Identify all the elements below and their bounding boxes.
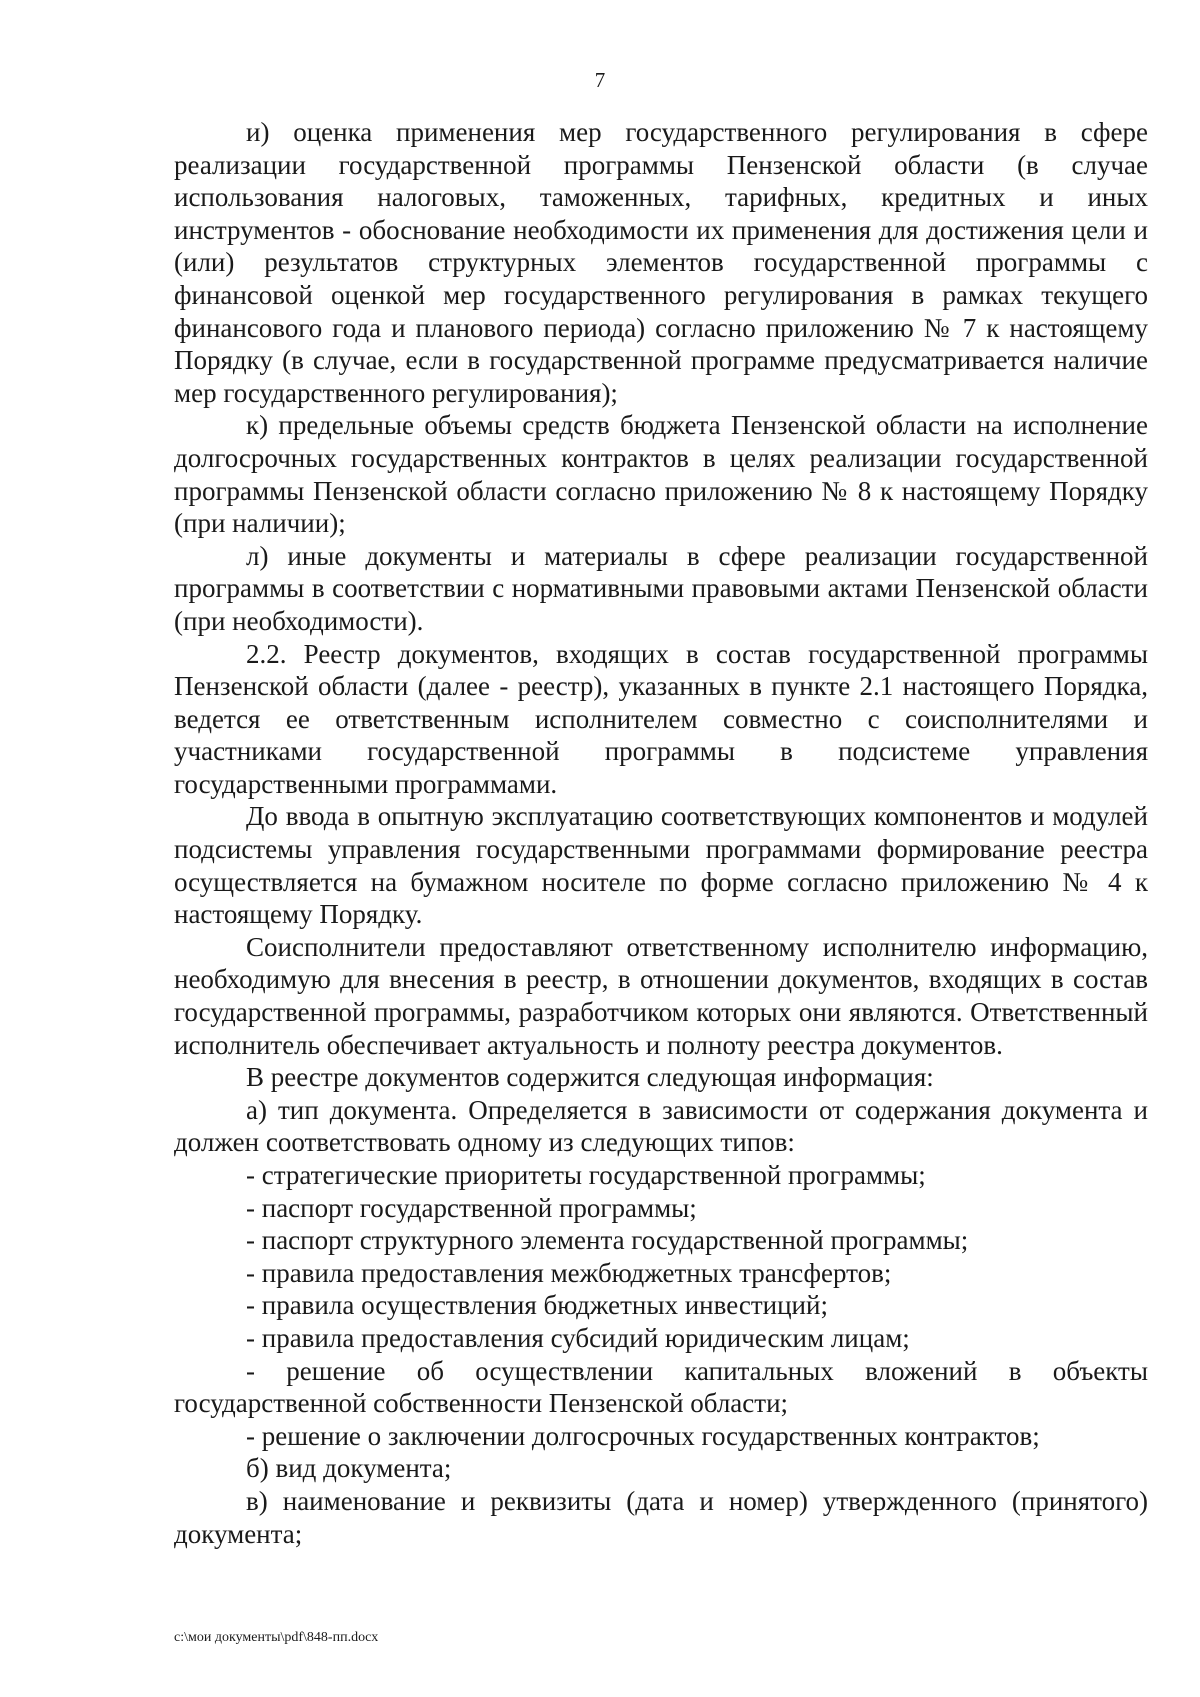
paragraph-b-doc-kind: б) вид документа; [246,1453,452,1484]
list-item: - паспорт государственной программы; [246,1192,697,1223]
paragraph-co-executors: Соисполнители предоставляют ответственному исполнителю информацию, необходимую для внесения в реестр, в отношении документов, входящих в состав государственной программы, разработчиком которых они являются. Ответственный исполнитель обеспечивает актуальность и полноту реестра документов. [174,931,1148,1060]
list-item: - правила предоставления межбюджетных трансфертов; [246,1257,892,1288]
paragraph-l: л) иные документы и материалы в сфере реализации государственной программы в соответствии с нормативными правовыми актами Пензенской области (при необходимости). [174,540,1148,636]
paragraph-registry-info: В реестре документов содержится следующая информация: [246,1062,934,1093]
footer-file-path: c:\мои документы\pdf\848-пп.docx [174,1630,379,1645]
list-item: - правила предоставления субсидий юридическим лицам; [246,1322,910,1353]
list-item: - правила осуществления бюджетных инвестиций; [246,1290,828,1321]
list-item: - стратегические приоритеты государственной программы; [246,1160,926,1190]
list-item: - решение об осуществлении капитальных вложений в объекты государственной собственности Пензенской области; [174,1355,1148,1419]
paragraph-k: к) предельные объемы средств бюджета Пензенской области на исполнение долгосрочных государственных контрактов в целях реализации государственной программы Пензенской области согласно приложению № 8 к настоящему Порядку (при наличии); [174,410,1148,539]
list-item: - решение о заключении долгосрочных государственных контрактов; [246,1420,1040,1451]
paragraph-v-doc-name: в) наименование и реквизиты (дата и номер) утвержденного (принятого) документа; [174,1485,1148,1549]
paragraph-2-2: 2.2. Реестр документов, входящих в состав государственной программы Пензенской области (далее - реестр), указанных в пункте 2.1 настоящего Порядка, ведется ее ответственным исполнителем совместно с соисполнителями и участниками государственной программы в подсистеме управления государственными программами. [174,638,1148,799]
page-number: 7 [594,68,606,92]
list-item: - паспорт структурного элемента государственной программы; [246,1225,969,1256]
paragraph-before-launch: До ввода в опытную эксплуатацию соответствующих компонентов и модулей подсистемы управления государственными программами формирование реестра осуществляется на бумажном носителе по форме согласно приложению № 4 к настоящему Порядку. [174,801,1148,930]
paragraph-i: и) оценка применения мер государственного регулирования в сфере реализации государственной программы Пензенской области (в случае использования налоговых, таможенных, тарифных, кредитных и иных инструментов - обоснование необходимости их применения для достижения цели и (или) результатов структурных элементов государственной программы с финансовой оценкой мер государственного регулирования в рамках текущего финансового года и планового периода) согласно приложению № 7 к настоящему Порядку (в случае, если в государственной программе предусматривается наличие мер государственного регулирования); [174,117,1148,408]
document-body [174,116,1148,1550]
paragraph-a-doc-type: а) тип документа. Определяется в зависимости от содержания документа и должен соответствовать одному из следующих типов: [174,1094,1148,1158]
